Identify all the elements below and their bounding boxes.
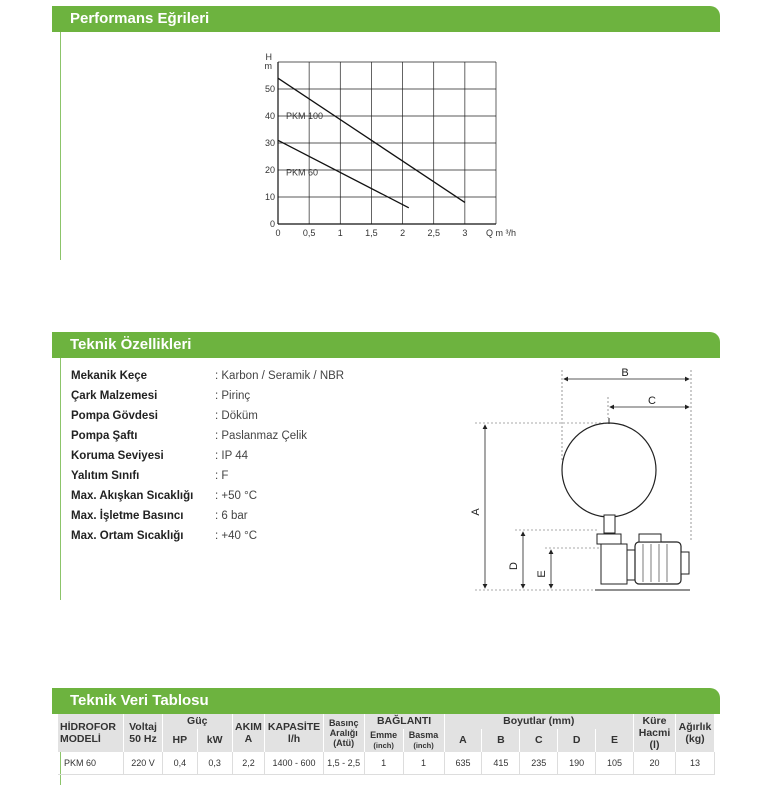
cell-hp: 0,4 [162,752,197,775]
x-tick-label: 3 [462,228,468,238]
y-tick-label: 10 [264,192,275,202]
spec-row [71,446,344,466]
dimension-diagram [465,362,715,602]
th-discharge: Basma (inch) [403,729,444,752]
cell-current: 2,2 [232,752,265,775]
section-title-specs: Teknik Özellikleri [52,332,720,358]
spec-row [71,406,344,426]
cell-kw: 0,3 [197,752,232,775]
y-tick-label: 40 [264,111,275,121]
spec-value: : Pirinç [215,390,250,402]
spec-row [71,386,344,406]
spec-label: Koruma Seviyesi [71,450,164,462]
section-rule-specs [60,358,61,600]
th-hp: HP [162,729,197,752]
spec-value: : +40 °C [215,530,257,542]
y-axis-label: H [265,52,272,62]
y-tick-label: 20 [264,165,275,175]
motor [635,542,681,584]
dim-label-a: A [470,508,482,516]
spec-label: Max. Ortam Sıcaklığı [71,530,184,542]
spec-value: : +50 °C [215,490,257,502]
cell-a: 635 [444,752,482,775]
spec-value: : F [215,470,228,482]
cell-model: PKM 60 [58,752,124,775]
x-tick-label: 2 [400,228,406,238]
x-tick-label: 0,5 [302,228,316,238]
spec-value: : Paslanmaz Çelik [215,430,307,442]
dim-label-c: C [648,395,656,407]
spec-row [71,526,344,546]
spec-row [71,366,344,386]
th-weight: Ağırlık (kg) [675,714,714,752]
cell-weight: 13 [675,752,714,775]
cell-voltage: 220 V [124,752,163,775]
cell-e: 105 [596,752,634,775]
cell-c: 235 [520,752,558,775]
cell-tank-volume: 20 [634,752,676,775]
y-axis-label: m [264,61,272,71]
section-rule-performance [60,32,61,260]
spec-value: : Döküm [215,410,258,422]
y-tick-label: 50 [264,84,275,94]
pump-body [601,544,627,584]
spec-label: Yalıtım Sınıfı [71,470,140,482]
spec-row [71,426,344,446]
x-axis-label: Q m ³/h [486,228,517,238]
performance-chart [240,48,540,248]
th-voltage: Voltaj 50 Hz [124,714,163,752]
cell-d: 190 [558,752,596,775]
spec-label: Mekanik Keçe [71,370,148,382]
th-b: B [482,729,520,752]
spec-label: Max. Akışkan Sıcaklığı [71,490,194,502]
spec-value: : IP 44 [215,450,248,462]
section-title-table: Teknik Veri Tablosu [52,688,720,714]
y-tick-label: 30 [264,138,275,148]
spec-label: Max. İşletme Basıncı [71,510,184,522]
th-d: D [558,729,596,752]
dim-label-e: E [536,570,548,578]
th-suction: Emme (inch) [364,729,403,752]
series-label: PKM 100 [286,111,324,121]
table-header-row [58,714,715,729]
pressure-tank [562,423,656,517]
th-current: AKIM A [232,714,265,752]
th-power: Güç [162,714,232,729]
dim-label-b: B [621,367,629,379]
dim-label-d: D [508,562,520,570]
th-model: HİDROFOR MODELİ [58,714,124,752]
th-a: A [444,729,482,752]
tank-fitting [604,515,615,533]
spec-label: Çark Malzemesi [71,390,158,402]
th-pressure: Basınç Aralığı (Atü) [323,714,364,752]
th-tank-volume: Küre Hacmi (l) [634,714,676,752]
spec-label: Pompa Gövdesi [71,410,158,422]
spec-value: : 6 bar [215,510,248,522]
x-tick-label: 1 [337,228,343,238]
series-label: PKM 60 [286,167,319,178]
spec-label: Pompa Şaftı [71,430,138,442]
chart-labels [265,52,517,238]
table-row [58,752,715,775]
th-connection: BAĞLANTI [364,714,444,729]
cell-capacity: 1400 - 600 [265,752,323,775]
spec-value: : Karbon / Seramik / NBR [215,370,344,382]
cell-pressure: 1,5 - 2,5 [323,752,364,775]
spec-row [71,486,344,506]
th-dimensions: Boyutlar (mm) [444,714,633,729]
th-capacity: KAPASİTE l/h [265,714,323,752]
th-e: E [596,729,634,752]
section-title-performance: Performans Eğrileri [52,6,720,32]
terminal-box [639,534,661,542]
th-kw: kW [197,729,232,752]
spec-row [71,506,344,526]
cell-b: 415 [482,752,520,775]
th-c: C [520,729,558,752]
x-tick-label: 0 [275,228,281,238]
chart-grid [278,62,496,224]
cell-suction: 1 [364,752,403,775]
y-tick-label: 0 [269,219,275,229]
x-tick-label: 2,5 [427,228,440,238]
spec-list [71,366,344,546]
spec-row [71,466,344,486]
cell-discharge: 1 [403,752,444,775]
x-tick-label: 1,5 [365,228,378,238]
technical-data-table [58,714,715,775]
